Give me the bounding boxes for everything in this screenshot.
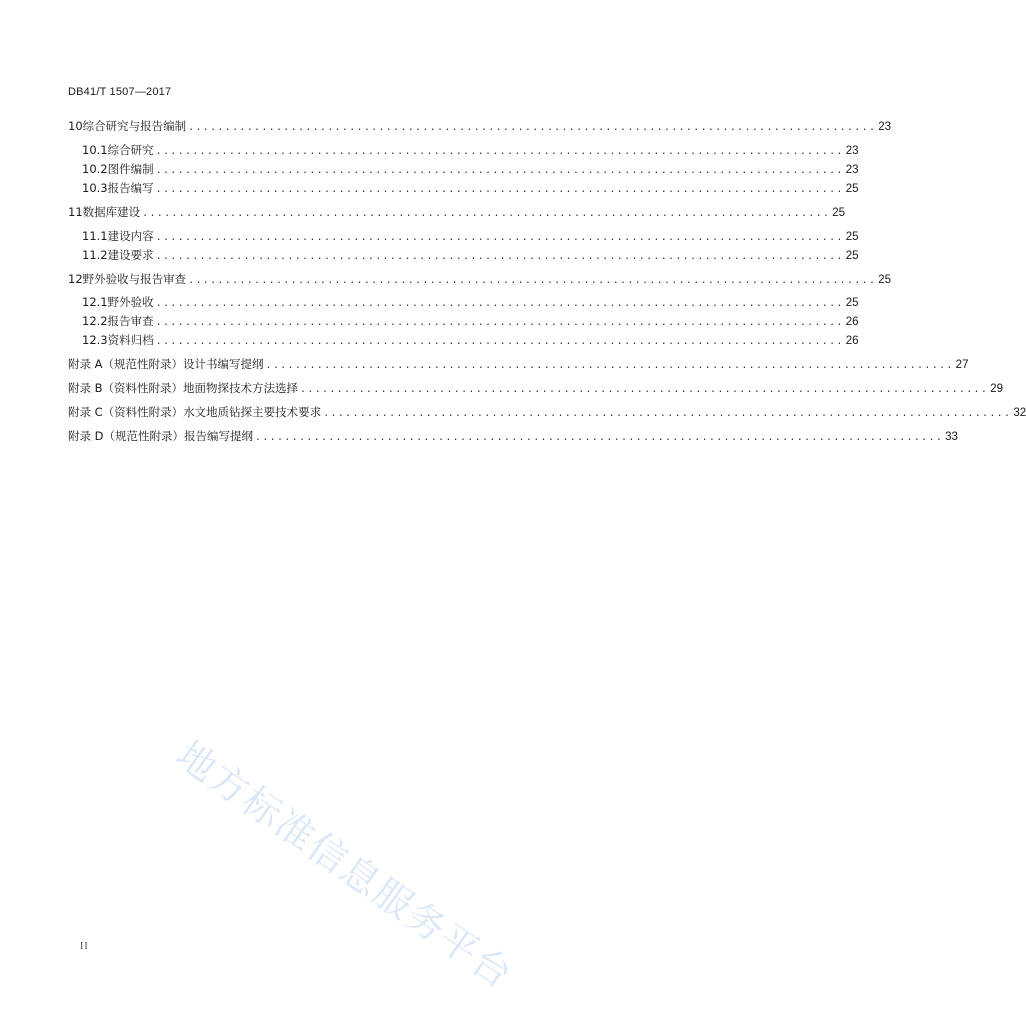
dot-leader: .............................................................................................. xyxy=(265,360,954,371)
toc-title: 野外验收 xyxy=(107,295,154,309)
toc-page: 23 xyxy=(845,145,859,157)
dot-leader: .............................................................................................. xyxy=(155,336,844,347)
toc-title: 地面物探技术方法选择 xyxy=(183,381,299,395)
toc-page: 25 xyxy=(878,274,892,286)
toc-entry[interactable] xyxy=(68,204,846,220)
toc-page: 25 xyxy=(845,250,859,262)
toc-number: 11 xyxy=(68,205,83,219)
toc-entry[interactable] xyxy=(68,356,969,372)
toc-title: 野外验收与报告审查 xyxy=(82,272,187,286)
toc-page: 29 xyxy=(990,383,1003,395)
dot-leader: .............................................................................................. xyxy=(155,317,844,328)
toc-page: 25 xyxy=(845,297,859,309)
toc-title: 报告编写提纲 xyxy=(184,429,254,443)
toc-entry[interactable] xyxy=(82,313,859,329)
toc-page: 25 xyxy=(845,183,859,195)
dot-leader: .............................................................................................. xyxy=(188,122,877,133)
toc-number: 附录 C（资料性附录） xyxy=(68,405,184,419)
toc-entry[interactable] xyxy=(82,180,859,196)
toc-page: 27 xyxy=(955,359,969,371)
toc-number: 10 xyxy=(68,119,83,133)
toc-entry[interactable] xyxy=(68,271,892,287)
toc-page: 26 xyxy=(845,335,859,347)
toc-page: 33 xyxy=(945,431,958,443)
toc-number: 10.2 xyxy=(82,162,108,176)
dot-leader: .............................................................................................. xyxy=(142,208,831,219)
toc-page: 25 xyxy=(832,207,846,219)
toc-entry[interactable] xyxy=(82,332,859,348)
dot-leader: .............................................................................................. xyxy=(155,298,844,309)
toc-number: 12 xyxy=(68,272,83,286)
toc-page: 23 xyxy=(878,121,892,133)
toc-page: 23 xyxy=(845,164,859,176)
toc-title: 资料归档 xyxy=(107,333,154,347)
toc-title: 综合研究与报告编制 xyxy=(82,119,187,133)
dot-leader: .............................................................................................. xyxy=(155,251,844,262)
toc-entry[interactable] xyxy=(82,294,859,310)
toc-title: 设计书编写提纲 xyxy=(183,357,264,371)
toc-page: 25 xyxy=(845,231,859,243)
dot-leader: .............................................................................................. xyxy=(255,432,944,443)
toc-page: 26 xyxy=(845,316,859,328)
toc-title: 图件编制 xyxy=(107,162,154,176)
toc-number: 附录 B（资料性附录） xyxy=(68,381,184,395)
toc-page: 32 xyxy=(1013,407,1026,419)
dot-leader: .............................................................................................. xyxy=(155,184,844,195)
toc-number: 附录 D（规范性附录） xyxy=(68,429,185,443)
toc-number: 12.1 xyxy=(82,295,108,309)
toc-title: 建设要求 xyxy=(107,248,154,262)
toc-number: 附录 A（规范性附录） xyxy=(68,357,184,371)
dot-leader: .............................................................................................. xyxy=(323,408,1012,419)
toc-number: 11.2 xyxy=(82,248,108,262)
toc-number: 11.1 xyxy=(82,229,108,243)
dot-leader: .............................................................................................. xyxy=(188,275,877,286)
toc-number: 12.2 xyxy=(82,314,108,328)
toc-entry[interactable] xyxy=(68,428,958,444)
toc-entry[interactable] xyxy=(68,404,1026,420)
toc-title: 报告编写 xyxy=(107,181,154,195)
page-number: II xyxy=(80,941,89,952)
document-code: DB41/T 1507—2017 xyxy=(68,86,172,98)
toc-title: 数据库建设 xyxy=(82,205,141,219)
toc-entry[interactable] xyxy=(82,228,859,244)
toc-entry[interactable] xyxy=(68,118,892,134)
toc-number: 12.3 xyxy=(82,333,108,347)
toc-number: 10.1 xyxy=(82,143,108,157)
toc-entry[interactable] xyxy=(82,161,859,177)
toc-entry[interactable] xyxy=(82,142,859,158)
dot-leader: .............................................................................................. xyxy=(155,146,844,157)
dot-leader: .............................................................................................. xyxy=(155,232,844,243)
toc-entry[interactable] xyxy=(82,247,859,263)
dot-leader: .............................................................................................. xyxy=(300,384,989,395)
toc-number: 10.3 xyxy=(82,181,108,195)
toc-title: 综合研究 xyxy=(107,143,154,157)
toc-entry[interactable] xyxy=(68,380,1003,396)
dot-leader: .............................................................................................. xyxy=(155,165,844,176)
toc-title: 建设内容 xyxy=(107,229,154,243)
toc-title: 水文地质钻探主要技术要求 xyxy=(183,405,322,419)
watermark-text: 地方标准信息服务平台 xyxy=(168,732,522,998)
toc-title: 报告审查 xyxy=(107,314,154,328)
